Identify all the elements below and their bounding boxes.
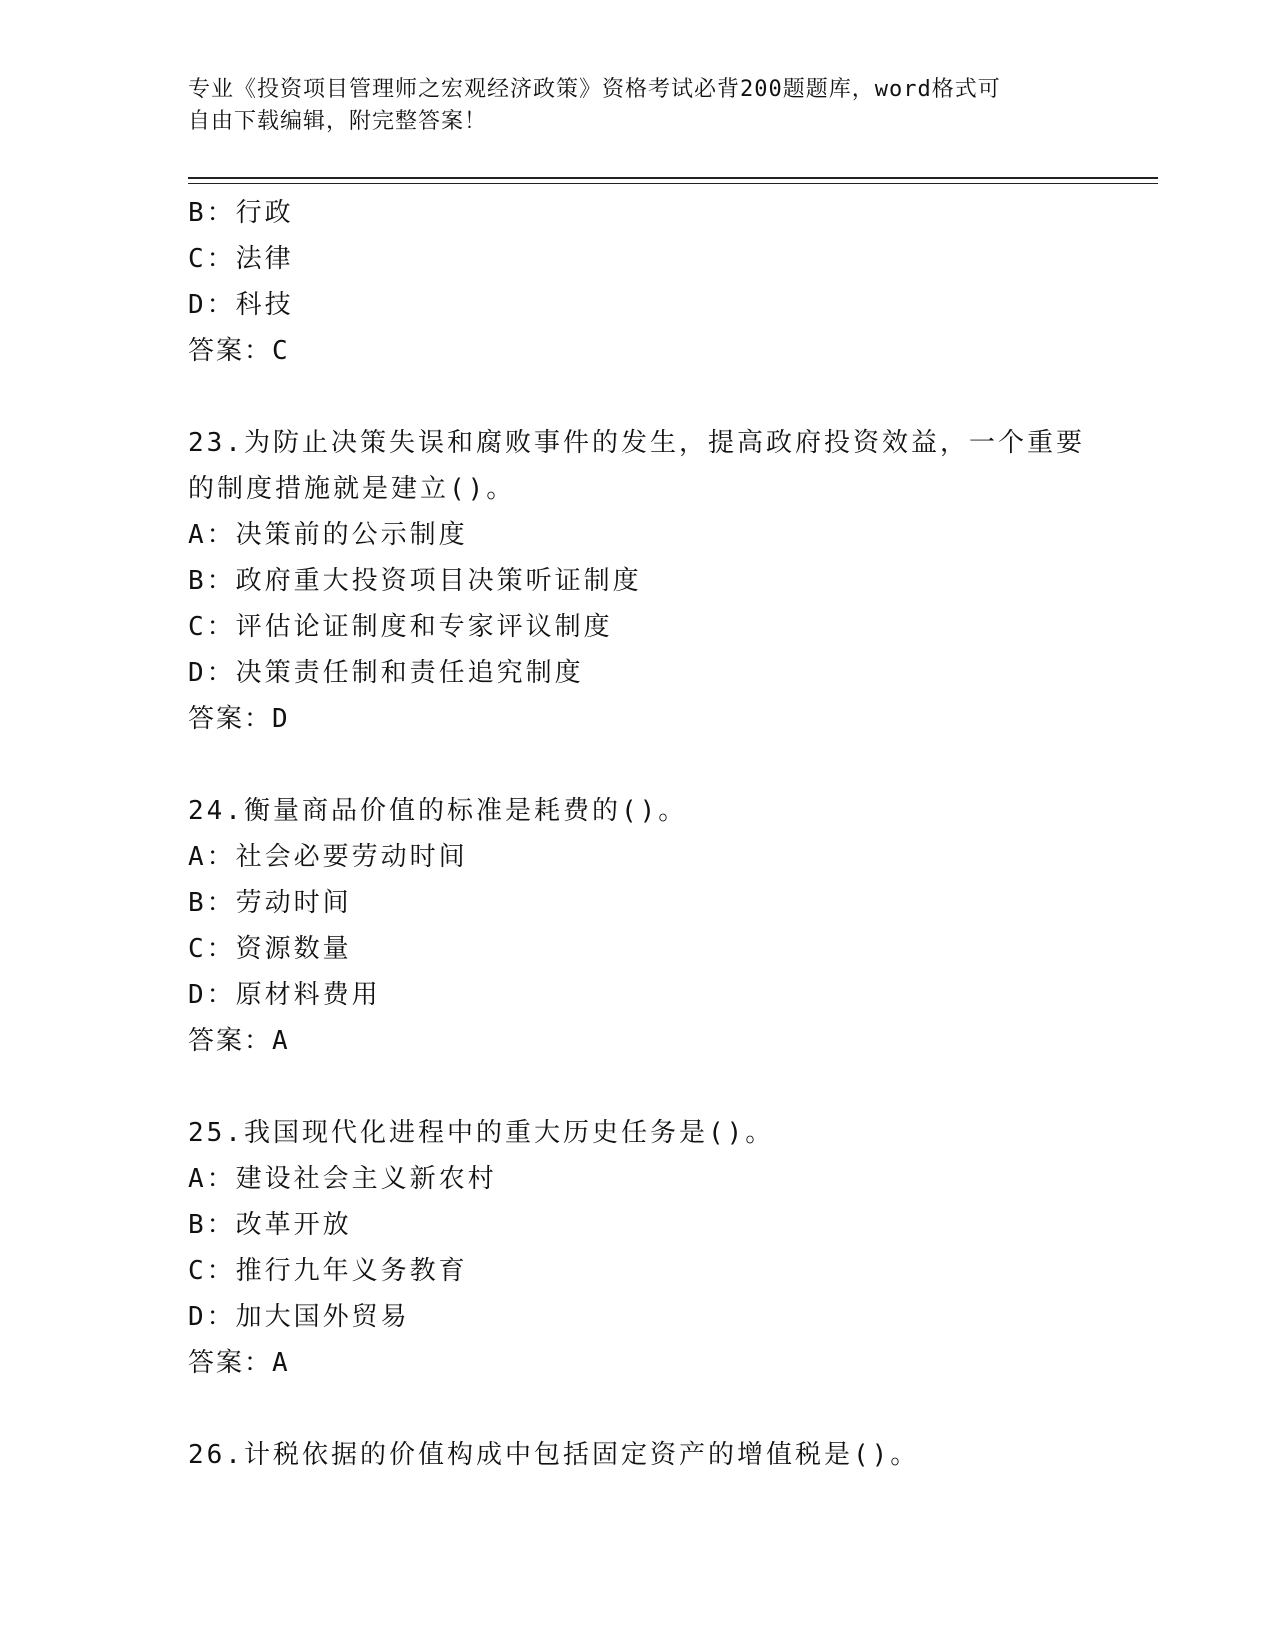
- answer-label: 答案：: [188, 336, 273, 366]
- question-22-tail: [188, 190, 1128, 374]
- question-stem-line-1: 23.为防止决策失误和腐败事件的发生，提高政府投资效益，一个重要: [188, 428, 1085, 458]
- question-stem: 25.我国现代化进程中的重大历史任务是()。: [188, 1118, 775, 1148]
- header-line-2: 自由下载编辑，附完整答案！: [188, 109, 488, 134]
- answer-label: 答案：: [188, 1348, 273, 1378]
- option-b: B：政府重大投资项目决策听证制度: [188, 566, 642, 596]
- question-26: [188, 1432, 1128, 1478]
- question-23: [188, 420, 1128, 742]
- option-a: A：决策前的公示制度: [188, 520, 468, 550]
- option-c: C：评估论证制度和专家评议制度: [188, 612, 613, 642]
- answer-value: D: [272, 704, 288, 734]
- question-stem: 24.衡量商品价值的标准是耗费的()。: [188, 796, 688, 826]
- header-divider-thick: [188, 177, 1158, 179]
- answer-line: [188, 1340, 1128, 1386]
- answer-line: [188, 328, 1128, 374]
- spacer: [188, 1386, 1128, 1432]
- answer-value: A: [272, 1348, 288, 1378]
- document-header: [188, 74, 1088, 138]
- option-d: D：决策责任制和责任追究制度: [188, 658, 584, 688]
- answer-label: 答案：: [188, 704, 273, 734]
- question-24: [188, 788, 1128, 1064]
- option-d: D：加大国外贸易: [188, 1302, 410, 1332]
- header-line-1: 专业《投资项目管理师之宏观经济政策》资格考试必背200题题库，word格式可: [188, 77, 1001, 102]
- option-b: B：行政: [188, 198, 294, 228]
- answer-value: C: [272, 336, 288, 366]
- option-c: C：资源数量: [188, 934, 352, 964]
- question-stem: 26.计税依据的价值构成中包括固定资产的增值税是()。: [188, 1440, 920, 1470]
- option-c: C：推行九年义务教育: [188, 1256, 468, 1286]
- option-c: C：法律: [188, 244, 294, 274]
- option-a: A：社会必要劳动时间: [188, 842, 468, 872]
- question-25: [188, 1110, 1128, 1386]
- question-list: [188, 190, 1128, 1478]
- option-a: A：建设社会主义新农村: [188, 1164, 497, 1194]
- option-d: D：原材料费用: [188, 980, 381, 1010]
- answer-line: [188, 1018, 1128, 1064]
- option-b: B：劳动时间: [188, 888, 352, 918]
- answer-label: 答案：: [188, 1026, 273, 1056]
- question-stem-line-2: 的制度措施就是建立()。: [188, 474, 516, 504]
- answer-line: [188, 696, 1128, 742]
- spacer: [188, 374, 1128, 420]
- option-d: D：科技: [188, 290, 294, 320]
- spacer: [188, 1064, 1128, 1110]
- option-b: B：改革开放: [188, 1210, 352, 1240]
- answer-value: A: [272, 1026, 288, 1056]
- header-divider-thin: [188, 183, 1158, 184]
- spacer: [188, 742, 1128, 788]
